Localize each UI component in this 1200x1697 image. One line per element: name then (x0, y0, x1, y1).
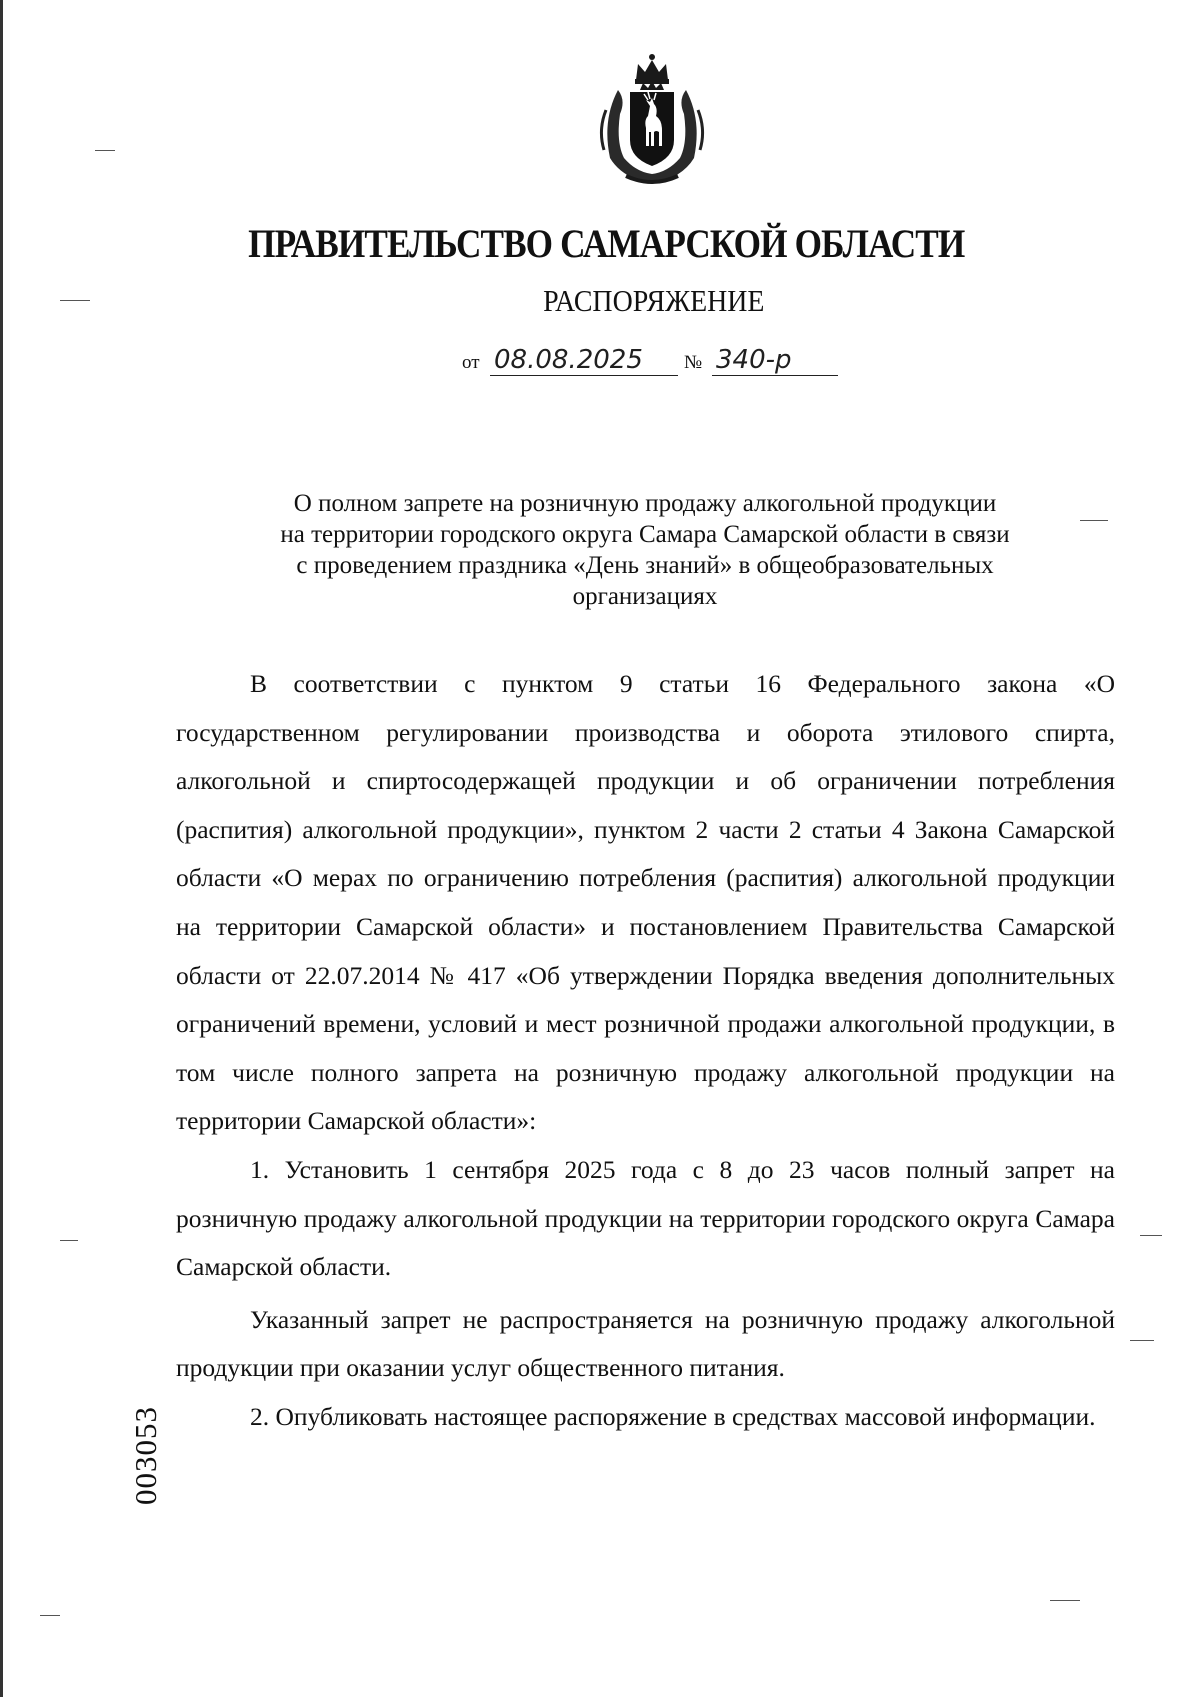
handwritten-number: 340-р (712, 345, 838, 376)
document-subject (230, 488, 1060, 612)
subject-line: с проведением праздника «День знаний» в общеобразовательных (296, 552, 994, 579)
scan-speck (1080, 520, 1108, 521)
clause-2-paragraph: 2. Опубликовать настоящее распоряжение в средствах массовой информации. (250, 1401, 1096, 1431)
scan-speck (40, 1615, 60, 1616)
organization-name: ПРАВИТЕЛЬСТВО САМАРСКОЙ ОБЛАСТИ (248, 221, 965, 266)
scan-speck (95, 150, 115, 151)
scan-speck (60, 300, 90, 301)
margin-serial-number: 003053 (128, 1406, 163, 1505)
coat-of-arms-emblem (588, 50, 716, 188)
number-label: № (684, 352, 703, 373)
handwritten-date: 08.08.2025 (490, 345, 678, 376)
scan-speck (1140, 1235, 1162, 1236)
document-type-title: РАСПОРЯЖЕНИЕ (543, 283, 765, 318)
date-label: от (462, 352, 480, 373)
subject-line: на территории городского округа Самара Самарской области в связи (280, 521, 1010, 548)
subject-line: организациях (572, 583, 718, 610)
preamble-paragraph: В соответствии с пунктом 9 статьи 16 Федерального закона «О государственном регулировании производства и оборота этилового спирта, алкогольной и спиртосодержащей продукции и об ограничении потребления (распития) алкогольной продукции», пунктом 2 части 2 статьи 4 Закона Самарской области «О мерах по ограничению потребления (распития) алкогольной продукции на территории Самарской области» и постановлением Правительства Самарской области от 22.07.2014 № 417 «Об утверждении Порядка введения дополнительных ограничений времени, условий и мест розничной продажи алкогольной продукции, в том числе полного запрета на розничную продажу алкогольной продукции на территории Самарской области»: (176, 669, 1115, 1136)
scan-speck (1130, 1340, 1154, 1341)
subject-line: О полном запрете на розничную продажу алкогольной продукции (293, 490, 997, 517)
scan-speck (60, 1240, 78, 1241)
scan-edge-line (0, 0, 3, 1697)
document-body (176, 660, 1115, 1442)
date-number-line (462, 340, 862, 380)
exception-paragraph: Указанный запрет не распространяется на розничную продажу алкогольной продукции при оказании услуг общественного питания. (176, 1304, 1115, 1383)
scan-speck (1050, 1600, 1080, 1601)
clause-1-paragraph: 1. Установить 1 сентября 2025 года с 8 до 23 часов полный запрет на розничную продажу алкогольной продукции на территории городского округа Самара Самарской области. (176, 1154, 1115, 1282)
